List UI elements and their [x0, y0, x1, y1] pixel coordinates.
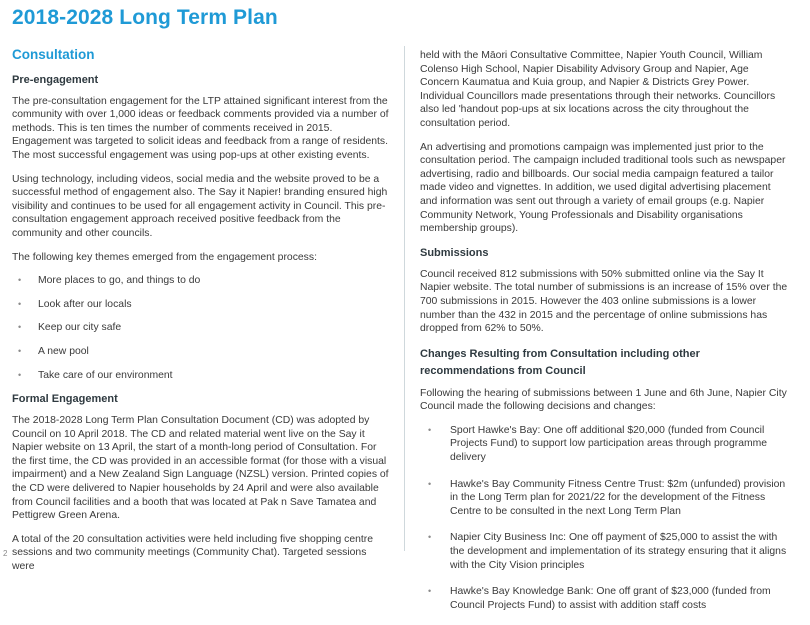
list-item: • Look after our locals	[12, 298, 390, 312]
paragraph: The 2018-2028 Long Term Plan Consultation Document (CD) was adopted by Council on 10 April 2018. The CD and related material went live on the Say it Napier website on 13 April, the start of a month-long period of Consultation. For the first time, the CD was provided in an accessible format (for those with a visual impairment) and a New Zealand Sign Language (NZSL) version. Printed copies of the CD were delivered to Napier households by 24 April and were also available from Council facilities and a booth that was located at Pak n Save Tamatea and Pettigrew Green Arena.	[12, 415, 389, 522]
subheading-pre-engagement: Pre-engagement	[12, 73, 99, 86]
paragraph: A total of the 20 consultation activities were held including five shopping centre sessions and two community meetings (Community Chat). Targeted sessions were	[12, 533, 374, 573]
paragraph: An advertising and promotions campaign was implemented just prior to the consultation period. The campaign included traditional tools such as newspaper advertising, radio and billboards. Our social media campaign featured a tailor made video and vignettes. In addition, we used digital advertising placement and information was sent out through a variety of email groups (e.g. Napier Community Network, Young Professionals and Disability organisations membership groups).	[420, 141, 786, 235]
subheading-changes: Changes Resulting from Consultation including other recommendations from Council	[420, 347, 700, 377]
subheading-formal-engagement: Formal Engagement	[12, 393, 118, 406]
page-number: 2	[3, 549, 8, 558]
paragraph: held with the Māori Consultative Committee, Napier Youth Council, William Colenso High School, Napier Disability Advisory Group and Napier, Age Concern Kaumatua and Kuia group, and Napier & Districts Grey Power. Individual Councillors made presentations through their networks. Councillors also led 'handout pop-ups at six locations across the city throughout the consultation period.	[420, 50, 776, 129]
list-item: • A new pool	[12, 345, 390, 359]
column-divider	[404, 46, 405, 551]
list-item: • Sport Hawke's Bay: One off additional $20,000 (funded from Council Projects Fund) to support low participation areas through programme delivery	[420, 424, 790, 465]
paragraph: Using technology, including videos, social media and the website proved to be a successful method of engagement also. The Say it Napier! branding ensured high visibility and continues to be used for all engagement activity in Council. This pre-consultation engagement approach received positive feedback from the community and other councils.	[12, 173, 388, 239]
page-title: 2018-2028 Long Term Plan	[12, 6, 278, 29]
right-column	[420, 49, 790, 625]
list-item: • Take care of our environment	[12, 369, 390, 383]
paragraph: The pre-consultation engagement for the LTP attained significant interest from the community with over 1,000 ideas or feedback comments provided via a number of methods. This is ten times the number of comments received in 2015. Engagement was targeted to solicit ideas and feedback from a range of residents. The most successful engagement was using pop-ups at other existing events.	[12, 95, 389, 161]
changes-list	[420, 424, 790, 613]
paragraph: The following key themes emerged from the engagement process:	[12, 251, 317, 263]
list-item: • More places to go, and things to do	[12, 274, 390, 288]
paragraph: Council received 812 submissions with 50% submitted online via the Say It Napier website. The total number of submissions is an increase of 15% over the 700 submissions in 2015. However the 403 online submissions is a lower number than the 432 in 2015 and the percentage of online submissions has dropped from 62% to 50%.	[420, 268, 788, 335]
section-title-consultation: Consultation	[12, 47, 95, 62]
subheading-submissions: Submissions	[420, 246, 489, 259]
list-item: • Keep our city safe	[12, 321, 390, 335]
left-column	[12, 48, 390, 584]
list-item: • Napier City Business Inc: One off payment of $25,000 to assist the with the development and implementation of its strategy ensuring that it aligns with the City Vision principles	[420, 531, 790, 572]
list-item: • Hawke's Bay Community Fitness Centre Trust: $2m (unfunded) provision in the Long Term plan for 2021/22 for the development of the Fitness Centre to be consulted in the next Long Term Plan	[420, 478, 790, 519]
list-item: • Hawke's Bay Knowledge Bank: One off grant of $23,000 (funded from Council Projects Fund) to assist with addition staff costs	[420, 585, 790, 612]
paragraph: Following the hearing of submissions between 1 June and 6th June, Napier City Council made the following decisions and changes:	[420, 387, 787, 413]
themes-list	[12, 274, 390, 382]
